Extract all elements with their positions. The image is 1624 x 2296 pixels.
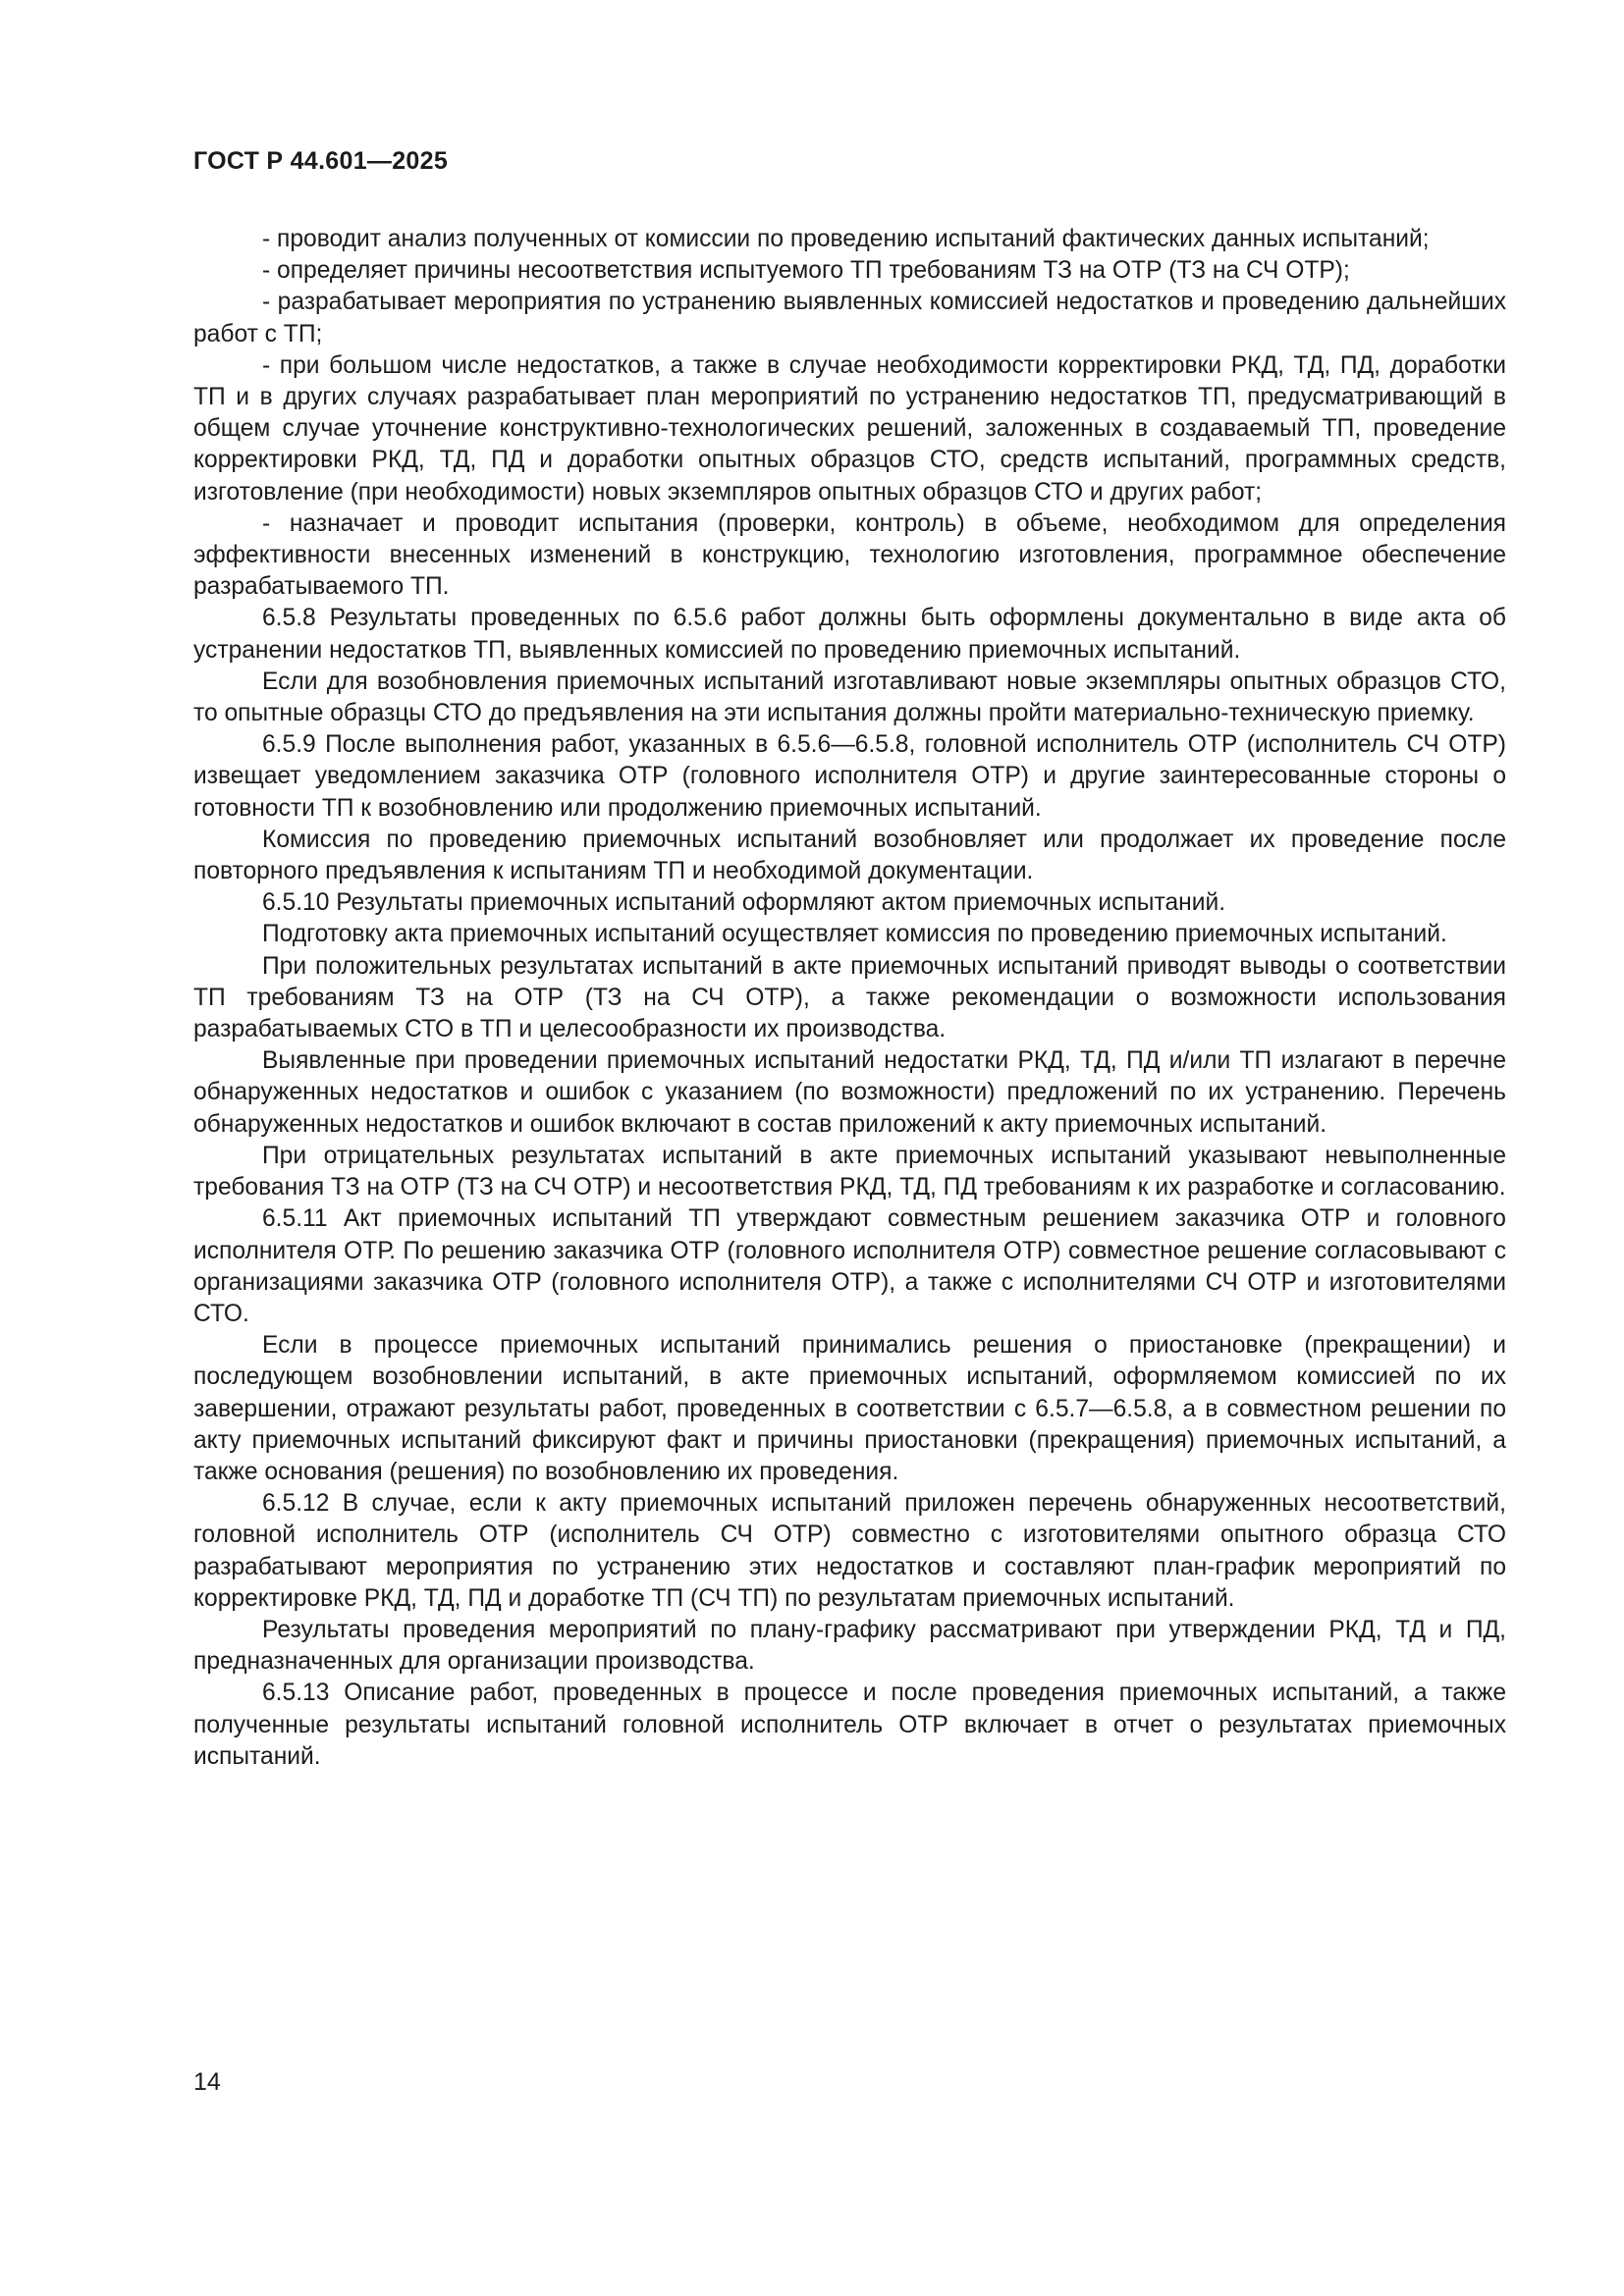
paragraph: - назначает и проводит испытания (проверки, контроль) в объеме, необходимом для определения эффективности внесенных изменений в конструкцию, технологию изготовления, программное обеспечение разрабатываемого ТП.: [193, 509, 1506, 601]
paragraph: - при большом числе недостатков, а также в случае необходимости корректировки РКД, ТД, ПД, доработки ТП и в других случаях разрабатывает план мероприятий по устранению недостатков ТП, предусматривающий в общем случае уточнение конструктивно-технологических решений, заложенных в создаваемый ТП, проведение корректировки РКД, ТД, ПД и доработки опытных образцов СТО, средств испытаний, программных средств, изготовление (при необходимости) новых экземпляров опытных образцов СТО и других работ;: [193, 351, 1506, 506]
paragraph: 6.5.11 Акт приемочных испытаний ТП утверждают совместным решением заказчика ОТР и головного исполнителя ОТР. По решению заказчика ОТР (головного исполнителя ОТР) совместное решение согласовывают с организациями заказчика ОТР (головного исполнителя ОТР), а также с исполнителями СЧ ОТР и изготовителями СТО.: [193, 1205, 1506, 1327]
paragraph: 6.5.9 После выполнения работ, указанных в 6.5.6—6.5.8, головной исполнитель ОТР (исполнитель СЧ ОТР) извещает уведомлением заказчика ОТР (головного исполнителя ОТР) и другие заинтересованные стороны о готовности ТП к возобновлению или продолжению приемочных испытаний.: [193, 731, 1506, 822]
paragraph: 6.5.12 В случае, если к акту приемочных испытаний приложен перечень обнаруженных несоответствий, головной исполнитель ОТР (исполнитель СЧ ОТР) совместно с изготовителями опытного образца СТО разрабатывают мероприятия по устранению этих недостатков и составляют план-график мероприятий по корректировке РКД, ТД, ПД и доработке ТП (СЧ ТП) по результатам приемочных испытаний.: [193, 1490, 1506, 1612]
paragraph: Если в процессе приемочных испытаний принимались решения о приостановке (прекращении) и последующем возобновлении испытаний, в акте приемочных испытаний, оформляемом комиссией по их завершении, отражают результаты работ, проведенных в соответствии с 6.5.7—6.5.8, а в совместном решении по акту приемочных испытаний фиксируют факт и причины приостановки (прекращения) приемочных испытаний, а также основания (решения) по возобновлению их проведения.: [193, 1332, 1506, 1485]
paragraph: При отрицательных результатах испытаний в акте приемочных испытаний указывают невыполненные требования ТЗ на ОТР (ТЗ на СЧ ОТР) и несоответствия РКД, ТД, ПД требованиям к их разработке и согласованию.: [193, 1142, 1506, 1201]
paragraph: Комиссия по проведению приемочных испытаний возобновляет или продолжает их проведение после повторного предъявления к испытаниям ТП и необходимой документации.: [193, 826, 1506, 885]
paragraph: 6.5.8 Результаты проведенных по 6.5.6 работ должны быть оформлены документально в виде акта об устранении недостатков ТП, выявленных комиссией по проведению приемочных испытаний.: [193, 605, 1506, 664]
paragraph: Выявленные при проведении приемочных испытаний недостатки РКД, ТД, ПД и/или ТП излагают в перечне обнаруженных недостатков и ошибок с указанием (по возможности) предложений по их устранению. Перечень обнаруженных недостатков и ошибок включают в состав приложений к акту приемочных испытаний.: [193, 1047, 1506, 1138]
paragraph: Если для возобновления приемочных испытаний изготавливают новые экземпляры опытных образцов СТО, то опытные образцы СТО до предъявления на эти испытания должны пройти материально-техническую приемку.: [193, 667, 1506, 727]
document-body: [193, 224, 1506, 1773]
paragraph: - проводит анализ полученных от комиссии по проведению испытаний фактических данных испытаний;: [262, 226, 1430, 252]
paragraph: Подготовку акта приемочных испытаний осуществляет комиссия по проведению приемочных испытаний.: [262, 921, 1447, 948]
page-number: 14: [193, 2068, 221, 2096]
paragraph: 6.5.13 Описание работ, проведенных в процессе и после проведения приемочных испытаний, а также полученные результаты испытаний головной исполнитель ОТР включает в отчет о результатах приемочных испытаний.: [193, 1680, 1506, 1770]
paragraph: 6.5.10 Результаты приемочных испытаний оформляют актом приемочных испытаний.: [262, 889, 1226, 917]
paragraph: Результаты проведения мероприятий по плану-графику рассматривают при утверждении РКД, ТД и ПД, предназначенных для организации производства.: [193, 1616, 1506, 1676]
paragraph: При положительных результатах испытаний в акте приемочных испытаний приводят выводы о соответствии ТП требованиям ТЗ на ОТР (ТЗ на СЧ ОТР), а также рекомендации о возможности использования разрабатываемых СТО в ТП и целесообразности их производства.: [193, 952, 1506, 1043]
paragraph: - определяет причины несоответствия испытуемого ТП требованиям ТЗ на ОТР (ТЗ на СЧ ОТР);: [262, 257, 1350, 285]
paragraph: - разрабатывает мероприятия по устранению выявленных комиссией недостатков и проведению дальнейших работ с ТП;: [193, 289, 1506, 347]
standard-header: ГОСТ Р 44.601—2025: [193, 147, 449, 175]
